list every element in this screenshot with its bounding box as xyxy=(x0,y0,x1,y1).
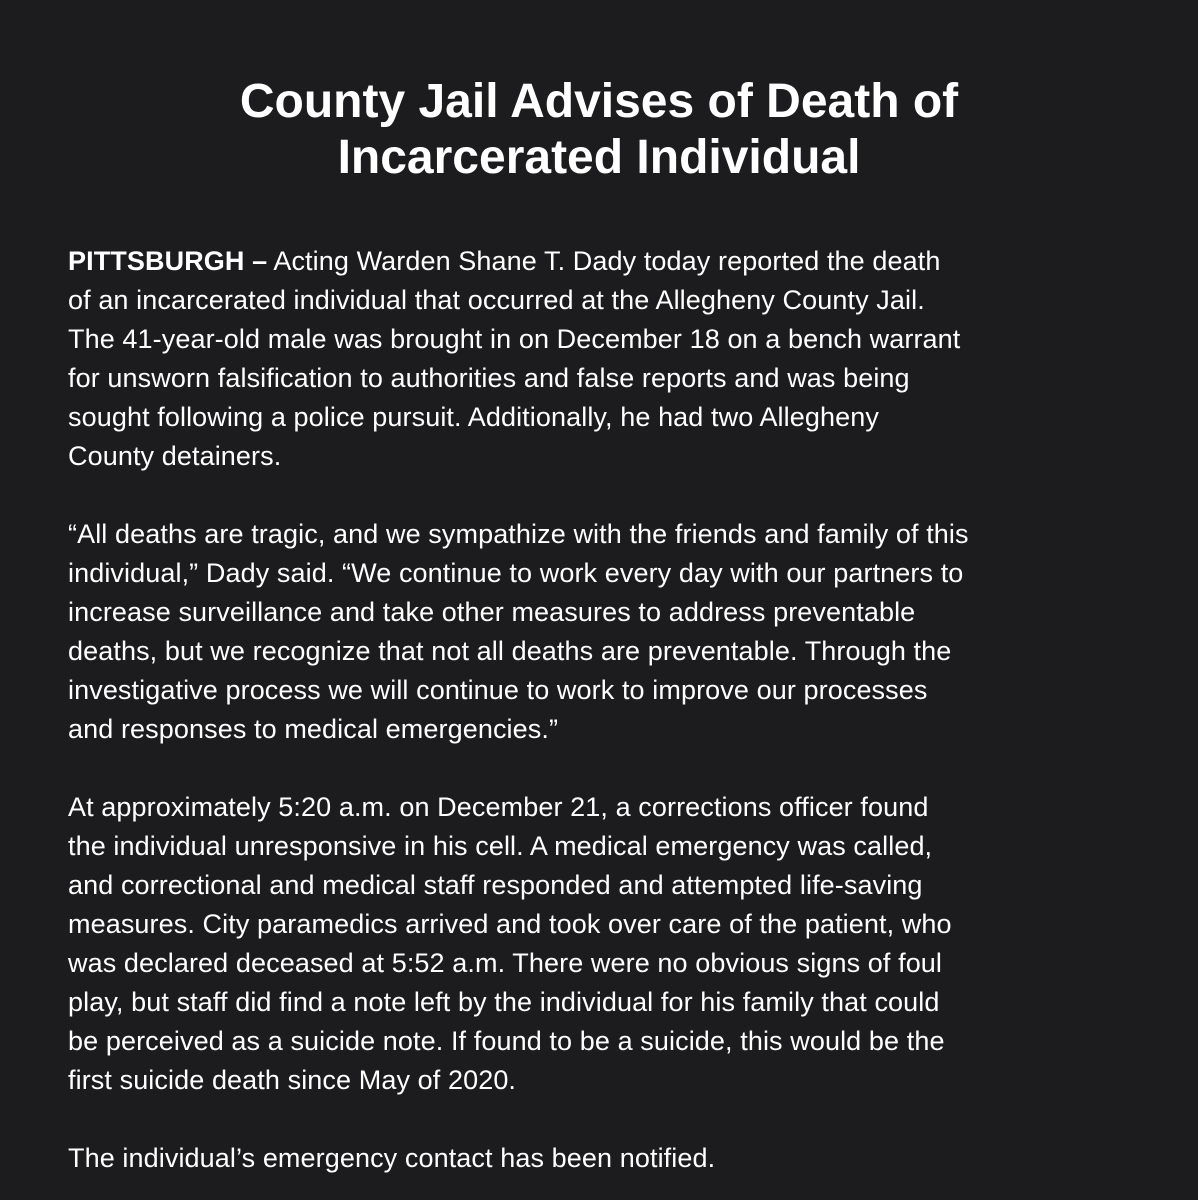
paragraph-line: first suicide death since May of 2020. xyxy=(68,1065,517,1095)
paragraph-line: of an incarcerated individual that occurred at the Allegheny County Jail. xyxy=(68,285,925,315)
paragraph-line: The 41-year-old male was brought in on December 18 on a bench warrant xyxy=(68,324,961,354)
headline xyxy=(68,0,1130,186)
paragraph-line: measures. City paramedics arrived and took over care of the patient, who xyxy=(68,909,952,939)
paragraph-line: increase surveillance and take other measures to address preventable xyxy=(68,597,916,627)
paragraph-line: and correctional and medical staff responded and attempted life-saving xyxy=(68,870,923,900)
paragraph-line: for unsworn falsification to authorities and false reports and was being xyxy=(68,363,910,393)
paragraph-line xyxy=(68,242,1130,281)
paragraph-line: The individual’s emergency contact has been notified. xyxy=(68,1143,716,1173)
paragraph-announcement xyxy=(68,242,1130,476)
dateline: PITTSBURGH – xyxy=(68,246,268,276)
paragraph-line: and responses to medical emergencies.” xyxy=(68,714,559,744)
headline-line-2: Incarcerated Individual xyxy=(337,131,861,184)
paragraph-line: sought following a police pursuit. Additionally, he had two Allegheny xyxy=(68,402,879,432)
paragraph-line: “All deaths are tragic, and we sympathize with the friends and family of this xyxy=(68,519,969,549)
paragraph-notification xyxy=(68,1139,1130,1178)
paragraph-line: deaths, but we recognize that not all deaths are preventable. Through the xyxy=(68,636,952,666)
paragraph-line: At approximately 5:20 a.m. on December 21, a corrections officer found xyxy=(68,792,929,822)
headline-line-1: County Jail Advises of Death of xyxy=(239,75,959,128)
paragraph-line: was declared deceased at 5:52 a.m. There were no obvious signs of foul xyxy=(68,948,943,978)
paragraph-line-text: Acting Warden Shane T. Dady today reported the death xyxy=(267,246,941,276)
paragraph-line: County detainers. xyxy=(68,441,282,471)
paragraph-line: be perceived as a suicide note. If found to be a suicide, this would be the xyxy=(68,1026,945,1056)
paragraph-incident-details xyxy=(68,788,1130,1100)
paragraph-line: the individual unresponsive in his cell. A medical emergency was called, xyxy=(68,831,933,861)
paragraph-quote xyxy=(68,515,1130,749)
paragraph-line: individual,” Dady said. “We continue to work every day with our partners to xyxy=(68,558,964,588)
paragraph-line: play, but staff did find a note left by the individual for his family that could xyxy=(68,987,940,1017)
paragraph-line: investigative process we will continue to work to improve our processes xyxy=(68,675,928,705)
